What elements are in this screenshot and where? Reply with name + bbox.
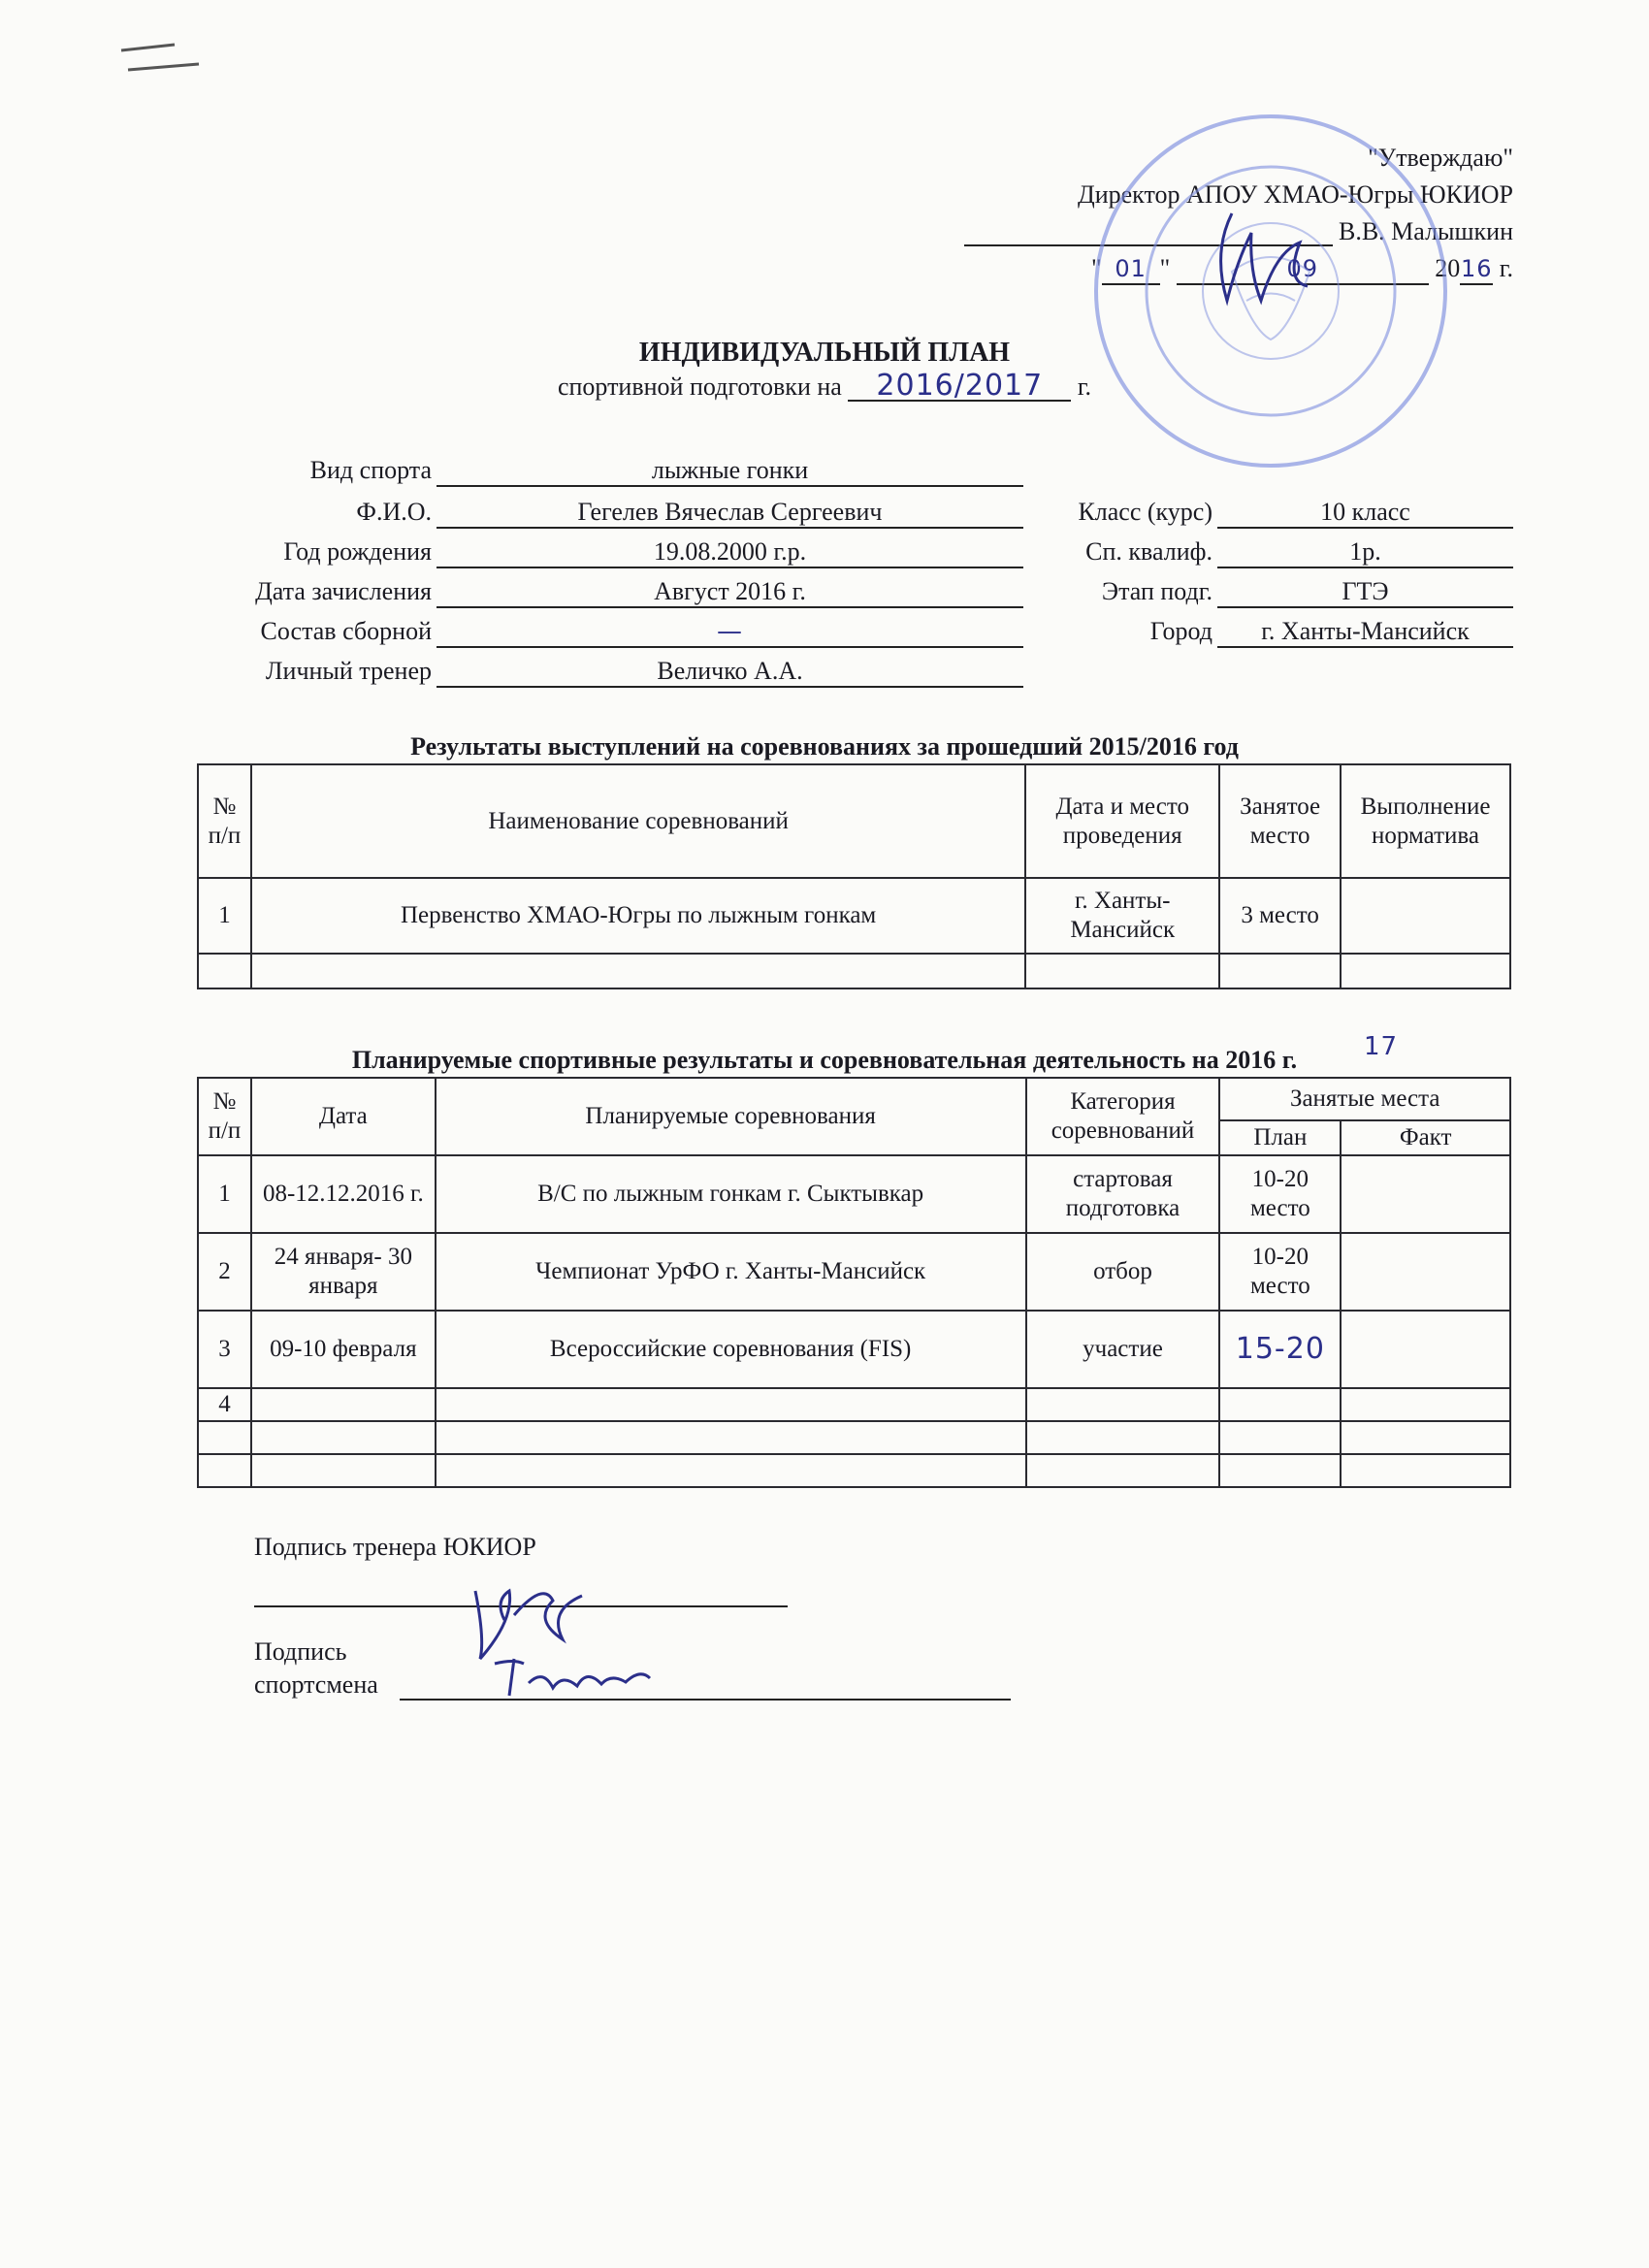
cell [1219,1421,1341,1454]
cell [198,1454,251,1487]
cell: 1 [198,1155,251,1233]
cell: 15-20 [1219,1311,1341,1388]
planned-header-row [198,1078,1510,1120]
class-field: 10 класс [1217,498,1513,529]
name-label: Ф.И.О. [356,498,432,526]
cell: 3 место [1219,878,1341,954]
pen-marks [116,29,213,78]
cell [436,1388,1026,1421]
cell [1341,954,1510,988]
cell [1341,1311,1510,1388]
sport-field: лыжные гонки [436,456,1023,487]
cell: 08-12.12.2016 г. [251,1155,436,1233]
cell [436,1421,1026,1454]
cell: г. Ханты-Мансийск [1025,878,1219,954]
planned-header-fact: Факт [1341,1120,1510,1155]
planned-header-plan: План [1219,1120,1341,1155]
team-label: Состав сборной [260,617,432,645]
cell [1219,1454,1341,1487]
birth-field: 19.08.2000 г.р. [436,537,1023,568]
table-row [198,878,1510,954]
cell: В/С по лыжным гонкам г. Сыктывкар [436,1155,1026,1233]
cell: 2 [198,1233,251,1311]
coach-signature-label: Подпись тренера ЮКИОР [254,1533,536,1561]
cell: 10-20 место [1219,1155,1341,1233]
cell: 09-10 февраля [251,1311,436,1388]
cell [251,1421,436,1454]
class-label: Класс (курс) [1078,498,1212,526]
table-row [198,1421,1510,1454]
cell: 1 [198,878,251,954]
planned-title: Планируемые спортивные результаты и соревновательная деятельность на 2016 г. [351,1046,1298,1074]
cell [1026,1421,1220,1454]
cell [1219,954,1341,988]
results-header-name: Наименование соревнований [251,764,1025,878]
cell [198,1421,251,1454]
table-row [198,1454,1510,1487]
approve-label: "Утверждаю" [1368,144,1513,172]
table-row [198,1155,1510,1233]
page-title: ИНДИВИДУАЛЬНЫЙ ПЛАН [638,338,1011,368]
results-header-num: № п/п [198,764,251,878]
sport-label: Вид спорта [309,456,432,484]
results-header-row [198,764,1510,878]
cell [436,1454,1026,1487]
planned-title-correction: 17 [1364,1032,1399,1061]
athlete-signature [485,1649,660,1707]
cell: 24 января- 30 января [251,1233,436,1311]
planned-header-places: Занятые места [1219,1078,1510,1120]
planned-table [197,1077,1511,1488]
city-label: Город [1149,617,1212,645]
cell [1341,1454,1510,1487]
cell: Всероссийские соревнования (FIS) [436,1311,1026,1388]
results-title: Результаты выступлений на соревнованиях за прошедший 2015/2016 год [410,732,1239,761]
planned-header-category: Категория соревнований [1026,1078,1220,1155]
cell: стартовая подготовка [1026,1155,1220,1233]
cell: участие [1026,1311,1220,1388]
cell: 4 [198,1388,251,1421]
results-table [197,763,1511,989]
coach-field: Величко А.А. [436,657,1023,688]
cell [251,1388,436,1421]
director-signature [1193,194,1319,320]
approval-month: 09 [1177,254,1429,285]
cell [251,1454,436,1487]
cell [1341,1233,1510,1311]
cell [1341,878,1510,954]
cell: Первенство ХМАО-Югры по лыжным гонкам [251,878,1025,954]
cell: отбор [1026,1233,1220,1311]
enroll-field: Август 2016 г. [436,577,1023,608]
birth-label: Год рождения [283,537,432,566]
team-field: — [436,617,1023,648]
planned-header-date: Дата [251,1078,436,1155]
enroll-label: Дата зачисления [255,577,432,605]
cell [1026,1454,1220,1487]
table-row [198,954,1510,988]
athlete-signature-label-1: Подпись [254,1637,347,1666]
approval-date: " 01 " 09 2016 г. [834,254,1513,283]
cell [1025,954,1219,988]
cell [1341,1421,1510,1454]
qual-field: 1р. [1217,537,1513,568]
results-header-place: Занятое место [1219,764,1341,878]
name-field: Гегелев Вячеслав Сергеевич [436,498,1023,529]
approval-day: 01 [1102,254,1160,285]
planned-header-name: Планируемые соревнования [436,1078,1026,1155]
city-field: г. Ханты-Мансийск [1217,617,1513,648]
page-subtitle: спортивной подготовки на 2016/2017 г. [557,369,1092,403]
cell: Чемпионат УрФО г. Ханты-Мансийск [436,1233,1026,1311]
table-row [198,1388,1510,1421]
approval-year: 16 [1460,254,1493,285]
coach-label: Личный тренер [265,657,432,685]
cell: 10-20 место [1219,1233,1341,1311]
stage-label: Этап подг. [1101,577,1212,605]
cell [198,954,251,988]
cell [1341,1155,1510,1233]
cell [1026,1388,1220,1421]
athlete-signature-label-2: спортсмена [254,1670,378,1699]
director-line: Директор АПОУ ХМАО-Югры ЮКИОР [1077,180,1513,209]
director-name: В.В. Малышкин [1339,217,1513,245]
stage-field: ГТЭ [1217,577,1513,608]
cell [1341,1388,1510,1421]
cell [1219,1388,1341,1421]
plan-period: 2016/2017 [848,373,1071,402]
cell: 3 [198,1311,251,1388]
results-header-norm: Выполнение норматива [1341,764,1510,878]
planned-header-num: № п/п [198,1078,251,1155]
table-row [198,1311,1510,1388]
results-header-date-place: Дата и место проведения [1025,764,1219,878]
qual-label: Сп. квалиф. [1085,537,1212,566]
table-row [198,1233,1510,1311]
cell [251,954,1025,988]
